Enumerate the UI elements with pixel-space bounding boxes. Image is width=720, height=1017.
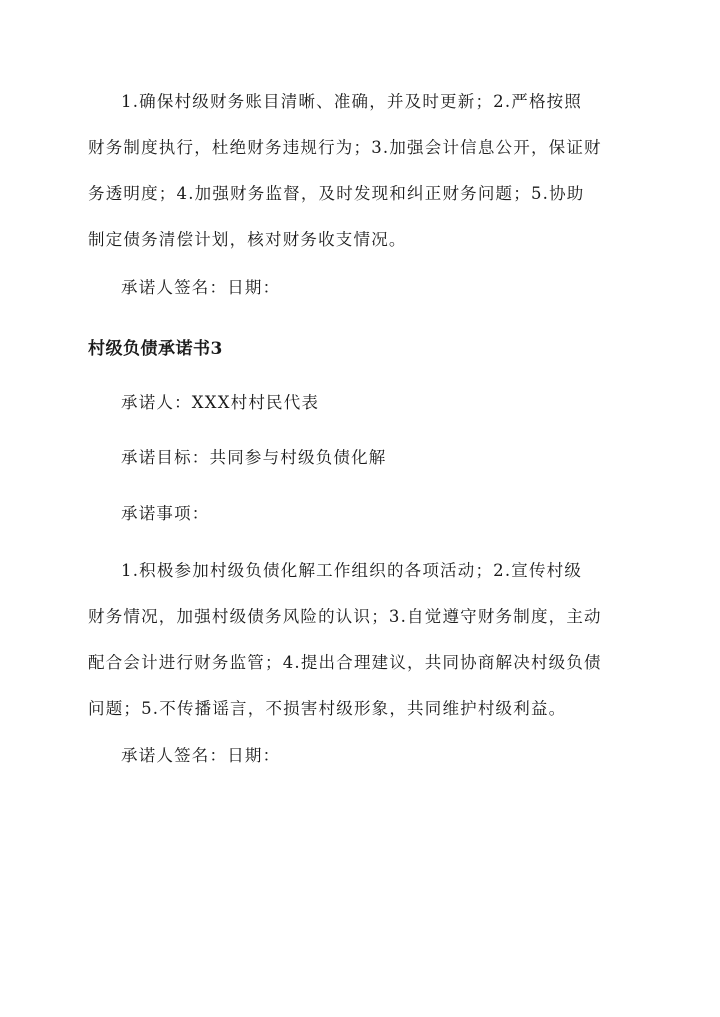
promisor-text: 承诺人：XXX村村民代表: [121, 393, 320, 412]
paragraph-line: 财务情况，加强村级债务风险的认识；3.自觉遵守财务制度，主动: [88, 607, 602, 626]
goal-line: [121, 448, 669, 494]
promisor-line: [121, 393, 669, 439]
paragraph-line: 1.确保村级财务账目清晰、准确，并及时更新；2.严格按照: [121, 92, 583, 111]
signature-line: [121, 746, 669, 792]
paragraph-line: 1.积极参加村级负债化解工作组织的各项活动；2.宣传村级: [121, 561, 583, 580]
signature-line: [121, 278, 669, 324]
commitment-items-paragraph: [88, 561, 636, 745]
paragraph-line: 配合会计进行财务监管；4.提出合理建议，共同协商解决村级负债: [88, 653, 602, 672]
paragraph-line: 制定债务清偿计划，核对财务收支情况。: [88, 230, 407, 249]
signature-text: 承诺人签名：日期：: [121, 746, 281, 765]
paragraph-line: 务透明度；4.加强财务监督，及时发现和纠正财务问题；5.协助: [88, 184, 585, 203]
items-label-line: [121, 504, 669, 550]
section-title: 村级负债承诺书3: [88, 339, 223, 359]
paragraph-line: 财务制度执行，杜绝财务违规行为；3.加强会计信息公开，保证财: [88, 138, 602, 157]
paragraph-line: 问题；5.不传播谣言，不损害村级形象，共同维护村级利益。: [88, 699, 567, 718]
goal-text: 承诺目标：共同参与村级负债化解: [121, 448, 387, 467]
items-label-text: 承诺事项：: [121, 504, 210, 523]
signature-text: 承诺人签名：日期：: [121, 278, 281, 297]
commitment-items-paragraph: [88, 92, 636, 276]
